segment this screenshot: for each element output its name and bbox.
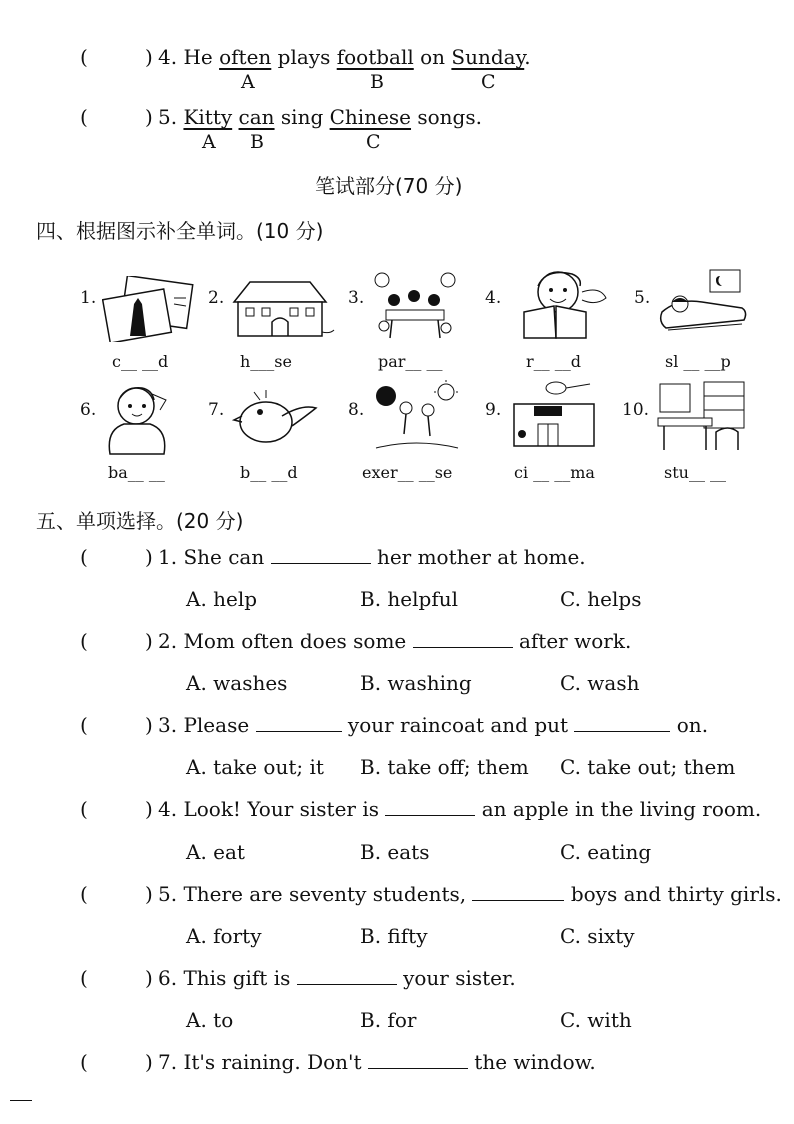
- answer-paren-close: ): [145, 545, 153, 569]
- house-icon: [228, 276, 336, 342]
- answer-blank[interactable]: [256, 713, 342, 732]
- question-1: [158, 545, 586, 569]
- label-b: B: [370, 71, 384, 93]
- page-corner-mark: [10, 1100, 32, 1101]
- pic-number: 6.: [80, 400, 97, 420]
- answer-paren-close: ): [145, 713, 153, 737]
- reading-boy-icon: [516, 266, 612, 342]
- option-a[interactable]: A. forty: [186, 924, 262, 948]
- pic-number: 4.: [485, 288, 502, 308]
- answer-blank[interactable]: [472, 882, 564, 901]
- answer-paren-close: ): [145, 105, 153, 129]
- question-text: There are seventy students,: [183, 882, 467, 906]
- answer-paren-open: (: [80, 797, 88, 821]
- option-c[interactable]: C. eating: [560, 840, 652, 864]
- answer-blank[interactable]: [271, 545, 371, 564]
- question-number: 7.: [158, 1050, 178, 1074]
- option-b[interactable]: B. eats: [360, 840, 430, 864]
- sleeping-child-icon: [658, 268, 750, 342]
- question-4: [158, 797, 761, 821]
- answer-paren-close: ): [145, 45, 153, 69]
- question-2: [158, 629, 631, 653]
- word: on: [420, 45, 446, 69]
- question-number: 4.: [158, 797, 178, 821]
- answer-blank[interactable]: [413, 629, 513, 648]
- question-7: [158, 1050, 596, 1074]
- pic-number: 3.: [348, 288, 365, 308]
- study-room-icon: [656, 380, 748, 452]
- party-icon: [372, 270, 458, 342]
- bird-icon: [232, 386, 318, 450]
- underlined-part-c: Sunday: [451, 45, 525, 69]
- question-number: 2.: [158, 629, 178, 653]
- word-blank: h___se: [240, 352, 292, 371]
- pic-number: 2.: [208, 288, 225, 308]
- underlined-part-c: Chinese: [329, 105, 412, 129]
- pic-number: 7.: [208, 400, 225, 420]
- option-a[interactable]: A. to: [186, 1008, 234, 1032]
- answer-paren-open: (: [80, 545, 88, 569]
- option-a[interactable]: A. take out; it: [186, 755, 324, 779]
- section4-title: 四、根据图示补全单词。(10 分): [36, 219, 324, 243]
- question-text: the window.: [474, 1050, 596, 1074]
- answer-paren-open: (: [80, 1050, 88, 1074]
- option-c[interactable]: C. wash: [560, 671, 640, 695]
- word: He: [183, 45, 213, 69]
- option-b[interactable]: B. take off; them: [360, 755, 529, 779]
- option-b[interactable]: B. for: [360, 1008, 417, 1032]
- underlined-part-b: can: [238, 105, 275, 129]
- underlined-part-a: Kitty: [183, 105, 233, 129]
- question-text: [158, 105, 482, 129]
- question-number: 3.: [158, 713, 178, 737]
- word: sing: [280, 105, 324, 129]
- word-blank: exer__ __se: [362, 463, 453, 482]
- question-text: This gift is: [183, 966, 291, 990]
- word-blank: c__ __d: [112, 352, 169, 371]
- option-b[interactable]: B. washing: [360, 671, 472, 695]
- word-blank: par__ __: [378, 352, 443, 371]
- pic-number: 5.: [634, 288, 651, 308]
- label-a: A: [241, 71, 255, 93]
- question-text: She can: [183, 545, 265, 569]
- question-text: boys and thirty girls.: [570, 882, 782, 906]
- question-6: [158, 966, 516, 990]
- answer-blank[interactable]: [574, 713, 670, 732]
- question-3: [158, 713, 708, 737]
- option-a[interactable]: A. help: [186, 587, 258, 611]
- question-text: your sister.: [403, 966, 516, 990]
- word-blank: ba__ __: [108, 463, 165, 482]
- answer-paren-close: ): [145, 882, 153, 906]
- postcard-icon: [102, 276, 194, 342]
- answer-blank[interactable]: [368, 1050, 468, 1069]
- option-c[interactable]: C. sixty: [560, 924, 635, 948]
- question-number: 1.: [158, 545, 178, 569]
- question-text: It's raining. Don't: [183, 1050, 362, 1074]
- word: songs.: [417, 105, 482, 129]
- underlined-part-a: often: [219, 45, 272, 69]
- option-b[interactable]: B. fifty: [360, 924, 428, 948]
- question-text: Please: [183, 713, 250, 737]
- option-a[interactable]: A. eat: [186, 840, 245, 864]
- option-a[interactable]: A. washes: [186, 671, 288, 695]
- word-blank: ci __ __ma: [514, 463, 595, 482]
- question-text: on.: [676, 713, 709, 737]
- word: plays: [277, 45, 331, 69]
- answer-blank[interactable]: [297, 966, 397, 985]
- written-part-title: 笔试部分(70 分): [315, 174, 463, 198]
- answer-paren-open: (: [80, 966, 88, 990]
- label-b: B: [250, 131, 264, 153]
- word-blank: b__ __d: [240, 463, 298, 482]
- exercise-icon: [372, 380, 462, 452]
- label-a: A: [202, 131, 216, 153]
- label-c: C: [481, 71, 496, 93]
- answer-paren-open: (: [80, 882, 88, 906]
- label-c: C: [366, 131, 381, 153]
- word-blank: r__ __d: [526, 352, 581, 371]
- answer-paren-open: (: [80, 45, 88, 69]
- question-5: [158, 882, 782, 906]
- answer-paren-close: ): [145, 797, 153, 821]
- question-number: 6.: [158, 966, 178, 990]
- answer-paren-open: (: [80, 629, 88, 653]
- question-text: your raincoat and put: [347, 713, 569, 737]
- pic-number: 9.: [485, 400, 502, 420]
- answer-paren-open: (: [80, 713, 88, 737]
- punct: .: [524, 45, 531, 69]
- word-blank: stu__ __: [664, 463, 727, 482]
- pic-number: 8.: [348, 400, 365, 420]
- answer-paren-close: ): [145, 966, 153, 990]
- answer-paren-close: ): [145, 1050, 153, 1074]
- question-text: after work.: [518, 629, 632, 653]
- option-b[interactable]: B. helpful: [360, 587, 459, 611]
- option-c[interactable]: C. with: [560, 1008, 632, 1032]
- word-blank: sl __ __p: [665, 352, 731, 371]
- question-text: her mother at home.: [376, 545, 586, 569]
- question-text: Look! Your sister is: [183, 797, 380, 821]
- question-number: 5.: [158, 105, 178, 129]
- question-text: [158, 45, 531, 69]
- cinema-icon: [510, 378, 602, 450]
- pic-number: 10.: [622, 400, 650, 420]
- underlined-part-b: football: [336, 45, 414, 69]
- pic-number: 1.: [80, 288, 97, 308]
- answer-paren-close: ): [145, 629, 153, 653]
- question-number: 4.: [158, 45, 178, 69]
- option-c[interactable]: C. take out; them: [560, 755, 736, 779]
- answer-paren-open: (: [80, 105, 88, 129]
- baby-icon: [102, 384, 174, 456]
- answer-blank[interactable]: [385, 797, 475, 816]
- section5-title: 五、单项选择。(20 分): [36, 509, 244, 533]
- question-text: an apple in the living room.: [481, 797, 762, 821]
- option-c[interactable]: C. helps: [560, 587, 642, 611]
- question-number: 5.: [158, 882, 178, 906]
- question-text: Mom often does some: [183, 629, 407, 653]
